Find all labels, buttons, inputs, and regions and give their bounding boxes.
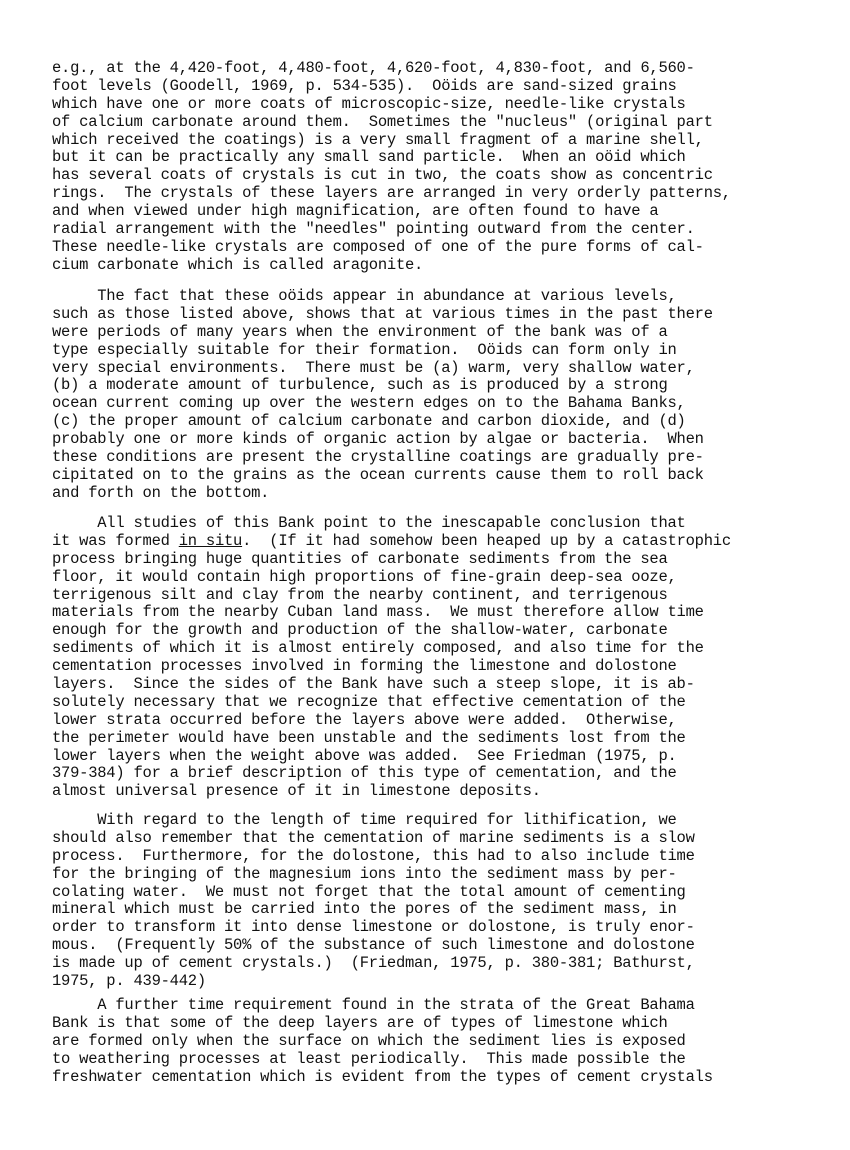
text-line: cementation processes involved in forming the limestone and dolostone — [52, 657, 677, 676]
text-line: 1975, p. 439-442) — [52, 972, 206, 991]
underlined-term: in situ — [178, 531, 243, 550]
text-line: mineral which must be carried into the pores of the sediment mass, in — [52, 900, 677, 919]
text-line: is made up of cement crystals.) (Friedman, 1975, p. 380-381; Bathurst, — [52, 954, 695, 973]
text-line: materials from the nearby Cuban land mass. We must therefore allow time — [52, 603, 704, 622]
text-line: e.g., at the 4,420-foot, 4,480-foot, 4,620-foot, 4,830-foot, and 6,560- — [52, 59, 695, 77]
text-line: All studies of this Bank point to the inescapable conclusion that — [52, 514, 686, 532]
paragraph-ooid-description — [52, 60, 731, 275]
text-line: type especially suitable for their formation. Oöids can form only in — [52, 340, 677, 359]
paragraph-freshwater-cementation — [52, 997, 713, 1086]
text-line: but it can be practically any small sand particle. When an oöid which — [52, 148, 686, 167]
text-line: 379-384) for a brief description of this type of cementation, and the — [52, 764, 677, 783]
text-line: process. Furthermore, for the dolostone, this had to also include time — [52, 846, 695, 865]
text-line: ocean current coming up over the western edges on to the Bahama Banks, — [52, 394, 686, 413]
paragraph-lithification-time — [52, 812, 695, 991]
text-line: these conditions are present the crystalline coatings are gradually pre- — [52, 448, 704, 467]
text-line: floor, it would contain high proportions of fine-grain deep-sea ooze, — [52, 567, 677, 586]
text-line: lower layers when the weight above was added. See Friedman (1975, p. — [52, 746, 677, 765]
text-line: such as those listed above, shows that at various times in the past there — [52, 304, 713, 323]
text-line: to weathering processes at least periodically. This made possible the — [52, 1049, 686, 1068]
text-line: has several coats of crystals is cut in two, the coats show as concentric — [52, 166, 713, 185]
text-line: (c) the proper amount of calcium carbonate and carbon dioxide, and (d) — [52, 412, 686, 431]
paragraph-ooid-environment — [52, 288, 713, 503]
text-line: freshwater cementation which is evident from the types of cement crystals — [52, 1067, 713, 1086]
text-line: were periods of many years when the environment of the bank was of a — [52, 322, 668, 341]
text-line: lower strata occurred before the layers above were added. Otherwise, — [52, 710, 677, 729]
text-line: for the bringing of the magnesium ions into the sediment mass by per- — [52, 864, 677, 883]
text-line: enough for the growth and production of the shallow-water, carbonate — [52, 621, 668, 640]
text-line: the perimeter would have been unstable and the sediments lost from the — [52, 728, 686, 747]
text-line: layers. Since the sides of the Bank have such a steep slope, it is ab- — [52, 675, 695, 694]
text-line: very special environments. There must be (a) warm, very shallow water, — [52, 358, 695, 377]
text-line: mous. (Frequently 50% of the substance of such limestone and dolostone — [52, 936, 695, 955]
text-line: The fact that these oöids appear in abundance at various levels, — [52, 287, 677, 305]
text-line: are formed only when the surface on which the sediment lies is exposed — [52, 1031, 686, 1050]
text-line: and when viewed under high magnification, are often found to have a — [52, 202, 659, 221]
text-line: which have one or more coats of microscopic-size, needle-like crystals — [52, 94, 686, 113]
text-line: solutely necessary that we recognize that effective cementation of the — [52, 692, 686, 711]
text-line: These needle-like crystals are composed of one of the pure forms of cal- — [52, 237, 704, 256]
text-line: and forth on the bottom. — [52, 483, 270, 502]
text-line: it was formed in situ. (If it had somehow been heaped up by a catastrophic — [52, 531, 731, 550]
text-line: colating water. We must not forget that the total amount of cementing — [52, 882, 686, 901]
text-line: order to transform it into dense limestone or dolostone, is truly enor- — [52, 918, 695, 937]
text-line: probably one or more kinds of organic action by algae or bacteria. When — [52, 430, 704, 449]
text-line: cipitated on to the grains as the ocean currents cause them to roll back — [52, 465, 704, 484]
text-line: sediments of which it is almost entirely composed, and also time for the — [52, 639, 704, 658]
text-line: of calcium carbonate around them. Sometimes the "nucleus" (original part — [52, 112, 713, 131]
text-line: With regard to the length of time required for lithification, we — [52, 811, 677, 829]
text-line: (b) a moderate amount of turbulence, such as is produced by a strong — [52, 376, 668, 395]
text-line: terrigenous silt and clay from the nearby continent, and terrigenous — [52, 585, 668, 604]
text-line: almost universal presence of it in limestone deposits. — [52, 782, 541, 801]
text-line: rings. The crystals of these layers are arranged in very orderly patterns, — [52, 184, 731, 203]
text-line: foot levels (Goodell, 1969, p. 534-535). Oöids are sand-sized grains — [52, 76, 677, 95]
text-line: Bank is that some of the deep layers are of types of limestone which — [52, 1013, 668, 1032]
text-line: process bringing huge quantities of carbonate sediments from the sea — [52, 549, 668, 568]
text-line: cium carbonate which is called aragonite. — [52, 255, 424, 274]
text-line: A further time requirement found in the strata of the Great Bahama — [52, 996, 695, 1014]
paragraph-in-situ-formation — [52, 515, 731, 801]
text-line: radial arrangement with the "needles" pointing outward from the center. — [52, 220, 695, 239]
text-line: which received the coatings) is a very small fragment of a marine shell, — [52, 130, 704, 149]
text-line: should also remember that the cementation of marine sediments is a slow — [52, 828, 695, 847]
